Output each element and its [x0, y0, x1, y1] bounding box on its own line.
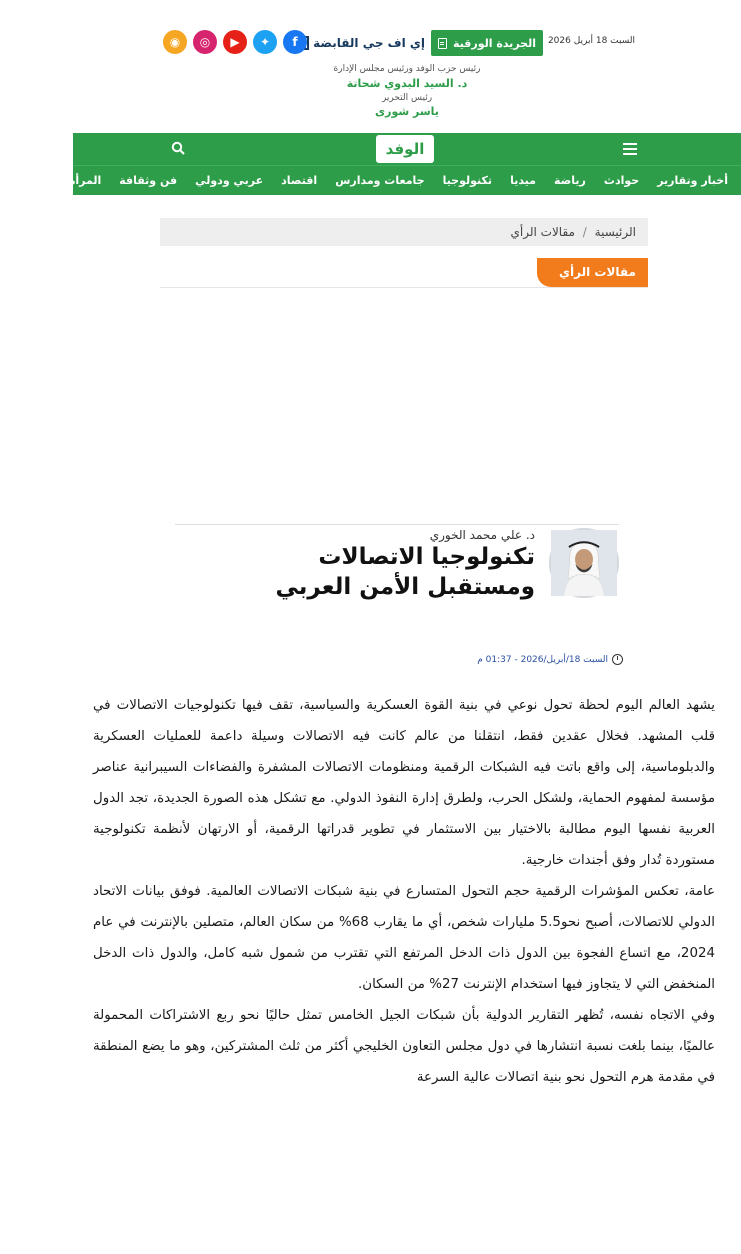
social-links	[163, 30, 307, 54]
author-portrait-icon	[551, 530, 617, 596]
instagram-icon[interactable]: ◎	[193, 30, 217, 54]
search-icon[interactable]	[171, 141, 185, 155]
nav-item-economy[interactable]: اقتصاد	[281, 174, 318, 187]
nav-item-accidents[interactable]: حوادث	[603, 174, 640, 187]
sponsor-link[interactable]	[297, 30, 425, 56]
twitter-icon[interactable]: ✦	[253, 30, 277, 54]
nav-item-media[interactable]: ميديا	[510, 174, 536, 187]
facebook-icon[interactable]: f	[283, 30, 307, 54]
article-paragraph: عامة، تعكس المؤشرات الرقمية حجم التحول المتسارع في بنية شبكات الاتصالات العالمية. فوفق بيانات الاتحاد الدولي للاتصالات، أصبح نحو5.5 مليارات شخص، أي ما يقارب 68% من سكان العالم، متصلين بالإنترنت في عام 2024، مع اتساع الفجوة بين الدول ذات الدخل المرتفع التي تقترب من شمول شبه كامل، والدول ذات الدخل المنخفض التي لا يتجاوز فيها استخدام الإنترنت 27% من السكان.	[93, 884, 715, 992]
author-name[interactable]: د. علي محمد الخوري	[429, 528, 535, 542]
author-divider	[175, 524, 619, 525]
publish-date-text: السبت 18/أبريل/2026 - 01:37 م	[477, 654, 608, 665]
breadcrumb-home[interactable]: الرئيسية	[594, 225, 636, 239]
hamburger-menu-icon[interactable]	[623, 143, 637, 155]
editor-role: رئيس التحرير	[381, 93, 433, 103]
newspaper-icon	[438, 38, 447, 49]
publish-date	[477, 654, 623, 665]
article-title: تكنولوجيا الاتصالات ومستقبل الأمن العربي	[275, 544, 535, 600]
sponsor-label: إي اف جي القابضة	[313, 36, 425, 50]
breadcrumb-separator: /	[582, 225, 587, 239]
current-date: السبت 18 أبريل 2026	[547, 36, 635, 46]
youtube-icon[interactable]: ▶	[223, 30, 247, 54]
author-avatar	[549, 528, 619, 598]
site-logo[interactable]: الوفد	[376, 135, 434, 163]
nav-item-sports[interactable]: رياضة	[553, 174, 586, 187]
nav-item-women[interactable]: المرأة والمنوعات	[8, 174, 102, 187]
article-body	[93, 690, 715, 1093]
section-label[interactable]: مقالات الرأي	[537, 258, 648, 287]
nav-item-arab-international[interactable]: عربي ودولي	[195, 174, 264, 187]
nav-item-art-culture[interactable]: فن وثقافة	[119, 174, 178, 187]
article-paragraph: وفي الاتجاه نفسه، تُظهر التقارير الدولية بأن شبكات الجيل الخامس تمثل حاليًا نحو ربع الاشتراكات المحمولة عالميًا، بينما بلغت نسبة انتشارها في دول مجلس التعاون الخليجي أكثر من ثلث المشتركين، وهو ما يضع المنطقة في مقدمة هرم التحول نحو بنية اتصالات عالية السرعة	[93, 1008, 715, 1085]
article-paragraph: يشهد العالم اليوم لحظة تحول نوعي في بنية القوة العسكرية والسياسية، تقف فيها تكنولوجيات الاتصالات في قلب المشهد. فخلال عقدين فقط، انتقلنا من عالم كانت فيه الاتصالات وسيلة داعمة للعمليات العسكرية والدبلوماسية، إلى واقع باتت فيه الشبكات الرقمية ومنظومات الاتصالات المشفرة والفضاءات السيبرانية عناصر مؤسسة لمفهوم الحماية، ولشكل الحرب، ولطرق إدارة النفوذ الدولي. مع تشكل هذه الصورة الجديدة، تجد الدول العربية نفسها اليوم مطالبة بالاختيار بين الاستثمار في تطوير قدراتها الرقمية، أو الارتهان لأنظمة تكنولوجية مستوردة تُدار وفق أجندات خارجية.	[93, 698, 715, 868]
rss-icon[interactable]: ◉	[163, 30, 187, 54]
top-bar	[163, 28, 643, 58]
editor-name: ياسر شورى	[375, 105, 439, 118]
breadcrumb-current[interactable]: مقالات الرأي	[510, 225, 575, 239]
main-header-bar	[73, 133, 741, 165]
breadcrumb	[160, 218, 648, 246]
chairman-role: رئيس حزب الوفد ورئيس مجلس الإدارة	[333, 64, 481, 74]
nav-item-technology[interactable]: تكنولوجيا	[442, 174, 493, 187]
nav-item-news[interactable]: أخبار وتقارير	[657, 174, 728, 187]
section-divider	[160, 287, 648, 288]
nav-item-universities[interactable]: جامعات ومدارس	[335, 174, 425, 187]
print-edition-label: الجريدة الورقية	[453, 36, 536, 50]
chairman-name: د. السيد البدوي شحاتة	[346, 77, 468, 90]
clock-icon	[612, 654, 623, 665]
category-nav	[8, 165, 741, 195]
print-edition-button[interactable]	[431, 30, 543, 56]
